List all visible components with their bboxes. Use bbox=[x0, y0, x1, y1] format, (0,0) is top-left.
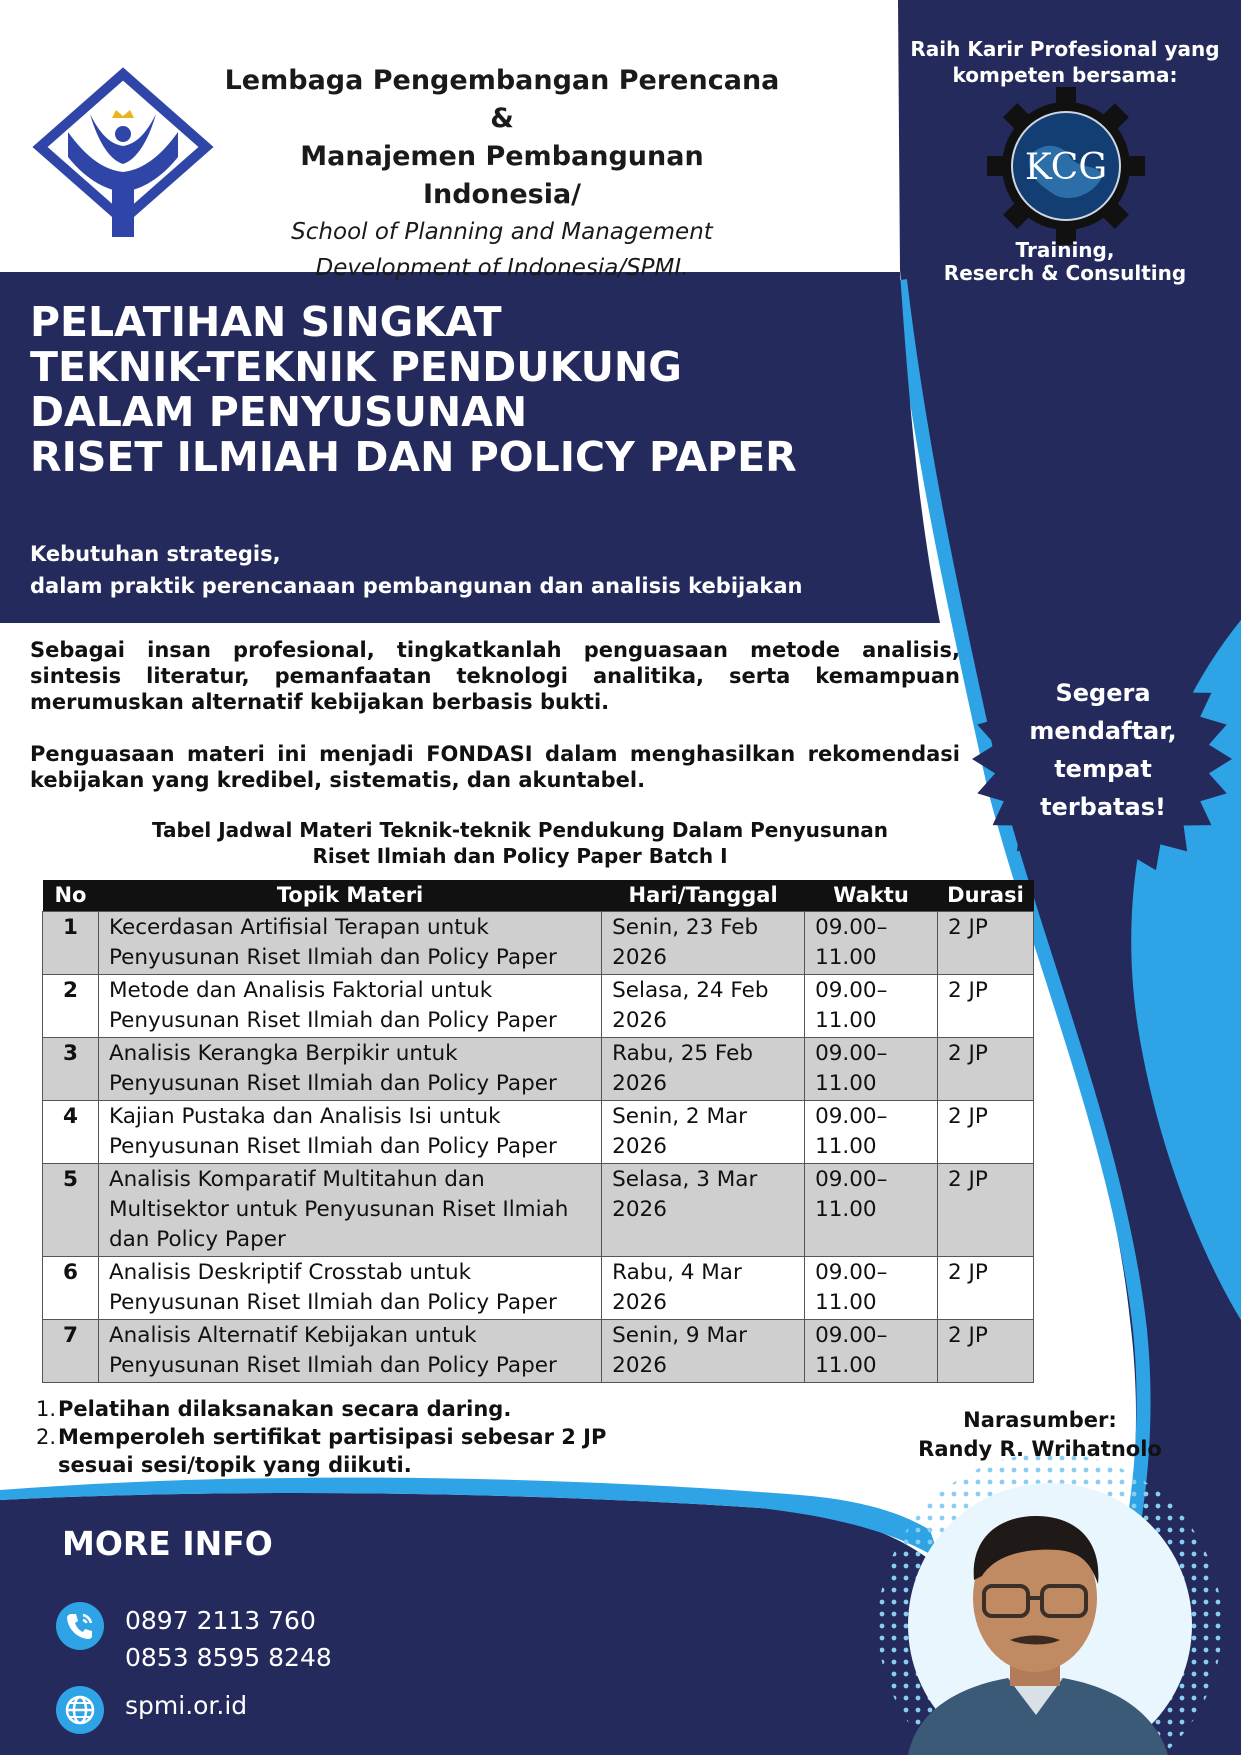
row-topic bbox=[98, 911, 601, 974]
row-duration: 2 JP bbox=[937, 974, 1033, 1037]
org-line-3: School of Planning and Management bbox=[291, 219, 713, 245]
row-no: 3 bbox=[43, 1037, 99, 1100]
intro-paragraph-2: Penguasaan materi ini menjadi FONDASI dalam menghasilkan rekomendasi kebijakan yang kredibel, sistematis, dan akuntabel. bbox=[30, 742, 960, 792]
date-line: Rabu, 4 Mar bbox=[612, 1259, 742, 1285]
date-line: Rabu, 25 Feb bbox=[612, 1040, 753, 1066]
organization-name bbox=[222, 62, 782, 286]
row-duration: 2 JP bbox=[937, 1319, 1033, 1382]
row-topic bbox=[98, 1100, 601, 1163]
row-topic bbox=[98, 1163, 601, 1256]
row-date bbox=[602, 911, 805, 974]
note-item bbox=[36, 1423, 676, 1451]
row-duration: 2 JP bbox=[937, 1256, 1033, 1319]
row-no: 5 bbox=[43, 1163, 99, 1256]
table-header-row bbox=[43, 880, 1034, 911]
header-duration: Durasi bbox=[937, 880, 1033, 911]
promo-line-2: mendaftar, bbox=[1029, 717, 1177, 745]
title-line-4: RISET ILMIAH DAN POLICY PAPER bbox=[30, 433, 797, 481]
time-line: 11.00 bbox=[815, 1007, 877, 1033]
row-time bbox=[805, 974, 938, 1037]
promo-line-4: terbatas! bbox=[1040, 793, 1166, 821]
time-line: 11.00 bbox=[815, 1352, 877, 1378]
table-row bbox=[43, 911, 1034, 974]
row-time bbox=[805, 1319, 938, 1382]
row-time bbox=[805, 1100, 938, 1163]
topic-line: Metode dan Analisis Faktorial untuk bbox=[108, 977, 493, 1003]
header-date: Hari/Tanggal bbox=[602, 880, 805, 911]
row-date bbox=[602, 1319, 805, 1382]
topic-line: Analisis Komparatif Multitahun dan bbox=[108, 1166, 485, 1192]
subtitle-line-1: Kebutuhan strategis, bbox=[30, 542, 281, 566]
note-item bbox=[36, 1395, 676, 1423]
date-line: 2026 bbox=[612, 1352, 667, 1378]
intro-text bbox=[30, 637, 960, 793]
row-date bbox=[602, 1163, 805, 1256]
row-date bbox=[602, 1100, 805, 1163]
date-line: 2026 bbox=[612, 1070, 667, 1096]
row-no: 7 bbox=[43, 1319, 99, 1382]
table-row bbox=[43, 974, 1034, 1037]
phone-icon bbox=[56, 1602, 104, 1650]
notes-list bbox=[36, 1395, 676, 1479]
row-date bbox=[602, 1037, 805, 1100]
table-row bbox=[43, 1163, 1034, 1256]
topic-line: Penyusunan Riset Ilmiah dan Policy Paper bbox=[108, 1070, 557, 1096]
row-duration: 2 JP bbox=[937, 1163, 1033, 1256]
topic-line: dan Policy Paper bbox=[108, 1226, 286, 1252]
note-number: 2. bbox=[36, 1425, 57, 1449]
header-topic: Topik Materi bbox=[98, 880, 601, 911]
topic-line: Kajian Pustaka dan Analisis Isi untuk bbox=[108, 1103, 501, 1129]
topic-line: Analisis Deskriptif Crosstab untuk bbox=[108, 1259, 472, 1285]
row-date bbox=[602, 1256, 805, 1319]
time-line: 11.00 bbox=[815, 1070, 877, 1096]
row-topic bbox=[98, 1037, 601, 1100]
page-title bbox=[30, 300, 890, 480]
partner-sub-2: Reserch & Consulting bbox=[943, 261, 1187, 285]
topic-line: Penyusunan Riset Ilmiah dan Policy Paper bbox=[108, 944, 557, 970]
promo-text bbox=[1010, 674, 1196, 826]
note-item-continued bbox=[36, 1451, 676, 1479]
intro-paragraph-1: Sebagai insan profesional, tingkatkanlah penguasaan metode analisis, sintesis literatur, pemanfaatan teknologi analitika, serta kemampuan merumuskan alternatif kebijakan berbasis bukti. bbox=[30, 638, 960, 714]
date-line: Senin, 23 Feb bbox=[612, 914, 759, 940]
time-line: 11.00 bbox=[815, 1289, 877, 1315]
time-line: 09.00– bbox=[815, 914, 888, 940]
globe-icon bbox=[56, 1686, 104, 1734]
subtitle-line-2: dalam praktik perencanaan pembangunan dan analisis kebijakan bbox=[30, 574, 803, 598]
time-line: 09.00– bbox=[815, 1103, 888, 1129]
time-line: 09.00– bbox=[815, 1040, 888, 1066]
org-line-4: Development of Indonesia/SPMI. bbox=[315, 255, 689, 281]
row-no: 4 bbox=[43, 1100, 99, 1163]
row-no: 1 bbox=[43, 911, 99, 974]
note-text: sesuai sesi/topik yang diikuti. bbox=[58, 1453, 412, 1477]
time-line: 09.00– bbox=[815, 1166, 888, 1192]
spmi-logo bbox=[28, 62, 218, 242]
time-line: 11.00 bbox=[815, 1133, 877, 1159]
table-row bbox=[43, 1319, 1034, 1382]
speaker-name: Randy R. Wrihatnolo bbox=[918, 1437, 1162, 1461]
row-duration: 2 JP bbox=[937, 1100, 1033, 1163]
topic-line: Penyusunan Riset Ilmiah dan Policy Paper bbox=[108, 1133, 557, 1159]
row-time bbox=[805, 1163, 938, 1256]
promo-line-3: tempat bbox=[1054, 755, 1152, 783]
date-line: 2026 bbox=[612, 944, 667, 970]
date-line: 2026 bbox=[612, 1289, 667, 1315]
row-no: 6 bbox=[43, 1256, 99, 1319]
row-time bbox=[805, 1037, 938, 1100]
topic-line: Penyusunan Riset Ilmiah dan Policy Paper bbox=[108, 1007, 557, 1033]
note-text: Memperoleh sertifikat partisipasi sebesar 2 JP bbox=[58, 1425, 607, 1449]
header-time: Waktu bbox=[805, 880, 938, 911]
topic-line: Analisis Kerangka Berpikir untuk bbox=[108, 1040, 458, 1066]
time-line: 11.00 bbox=[815, 1196, 877, 1222]
more-info-heading: MORE INFO bbox=[62, 1524, 273, 1563]
phone-number-2[interactable]: 0853 8595 8248 bbox=[125, 1643, 332, 1672]
row-topic bbox=[98, 1319, 601, 1382]
org-ampersand: & bbox=[490, 103, 514, 134]
website-link[interactable]: spmi.or.id bbox=[125, 1691, 248, 1720]
speaker-info bbox=[890, 1406, 1190, 1464]
schedule-title-2: Riset Ilmiah dan Policy Paper Batch I bbox=[312, 844, 728, 868]
row-time bbox=[805, 1256, 938, 1319]
row-duration: 2 JP bbox=[937, 911, 1033, 974]
kcg-logo bbox=[985, 85, 1147, 247]
note-text: Pelatihan dilaksanakan secara daring. bbox=[58, 1397, 512, 1421]
table-row bbox=[43, 1100, 1034, 1163]
partner-tagline-1: Raih Karir Profesional yang bbox=[910, 37, 1220, 61]
title-line-3: DALAM PENYUSUNAN bbox=[30, 388, 528, 436]
date-line: Selasa, 3 Mar bbox=[612, 1166, 758, 1192]
phone-number-1[interactable]: 0897 2113 760 bbox=[125, 1606, 316, 1635]
time-line: 09.00– bbox=[815, 1259, 888, 1285]
schedule-title bbox=[60, 817, 980, 869]
row-date bbox=[602, 974, 805, 1037]
topic-line: Analisis Alternatif Kebijakan untuk bbox=[108, 1322, 477, 1348]
org-line-2: Manajemen Pembangunan Indonesia/ bbox=[300, 141, 704, 210]
kcg-logo-text: KCG bbox=[1024, 147, 1108, 188]
header-no: No bbox=[43, 880, 99, 911]
note-number: 1. bbox=[36, 1397, 57, 1421]
speaker-label: Narasumber: bbox=[963, 1408, 1117, 1432]
topic-line: Penyusunan Riset Ilmiah dan Policy Paper bbox=[108, 1352, 557, 1378]
title-line-2: TEKNIK-TEKNIK PENDUKUNG bbox=[30, 343, 682, 391]
speaker-photo bbox=[878, 1480, 1188, 1755]
partner-sub-1: Training, bbox=[1015, 238, 1115, 262]
date-line: 2026 bbox=[612, 1196, 667, 1222]
table-row bbox=[43, 1037, 1034, 1100]
topic-line: Multisektor untuk Penyusunan Riset Ilmiah bbox=[108, 1196, 569, 1222]
partner-tagline-2: kompeten bersama: bbox=[952, 63, 1178, 87]
time-line: 11.00 bbox=[815, 944, 877, 970]
partner-subtitle bbox=[930, 239, 1200, 285]
date-line: Senin, 2 Mar bbox=[612, 1103, 748, 1129]
row-time bbox=[805, 911, 938, 974]
schedule-table bbox=[42, 880, 1034, 1383]
row-no: 2 bbox=[43, 974, 99, 1037]
table-row bbox=[43, 1256, 1034, 1319]
promo-line-1: Segera bbox=[1055, 679, 1151, 707]
date-line: 2026 bbox=[612, 1007, 667, 1033]
topic-line: Penyusunan Riset Ilmiah dan Policy Paper bbox=[108, 1289, 557, 1315]
date-line: Senin, 9 Mar bbox=[612, 1322, 748, 1348]
row-topic bbox=[98, 1256, 601, 1319]
date-line: 2026 bbox=[612, 1133, 667, 1159]
row-topic bbox=[98, 974, 601, 1037]
time-line: 09.00– bbox=[815, 977, 888, 1003]
row-duration: 2 JP bbox=[937, 1037, 1033, 1100]
title-line-1: PELATIHAN SINGKAT bbox=[30, 298, 502, 346]
date-line: Selasa, 24 Feb bbox=[612, 977, 769, 1003]
topic-line: Kecerdasan Artifisial Terapan untuk bbox=[108, 914, 489, 940]
org-line-1: Lembaga Pengembangan Perencana bbox=[224, 65, 780, 96]
partner-tagline bbox=[905, 36, 1225, 88]
time-line: 09.00– bbox=[815, 1322, 888, 1348]
schedule-title-1: Tabel Jadwal Materi Teknik-teknik Pendukung Dalam Penyusunan bbox=[151, 818, 888, 842]
page-subtitle bbox=[30, 538, 890, 602]
